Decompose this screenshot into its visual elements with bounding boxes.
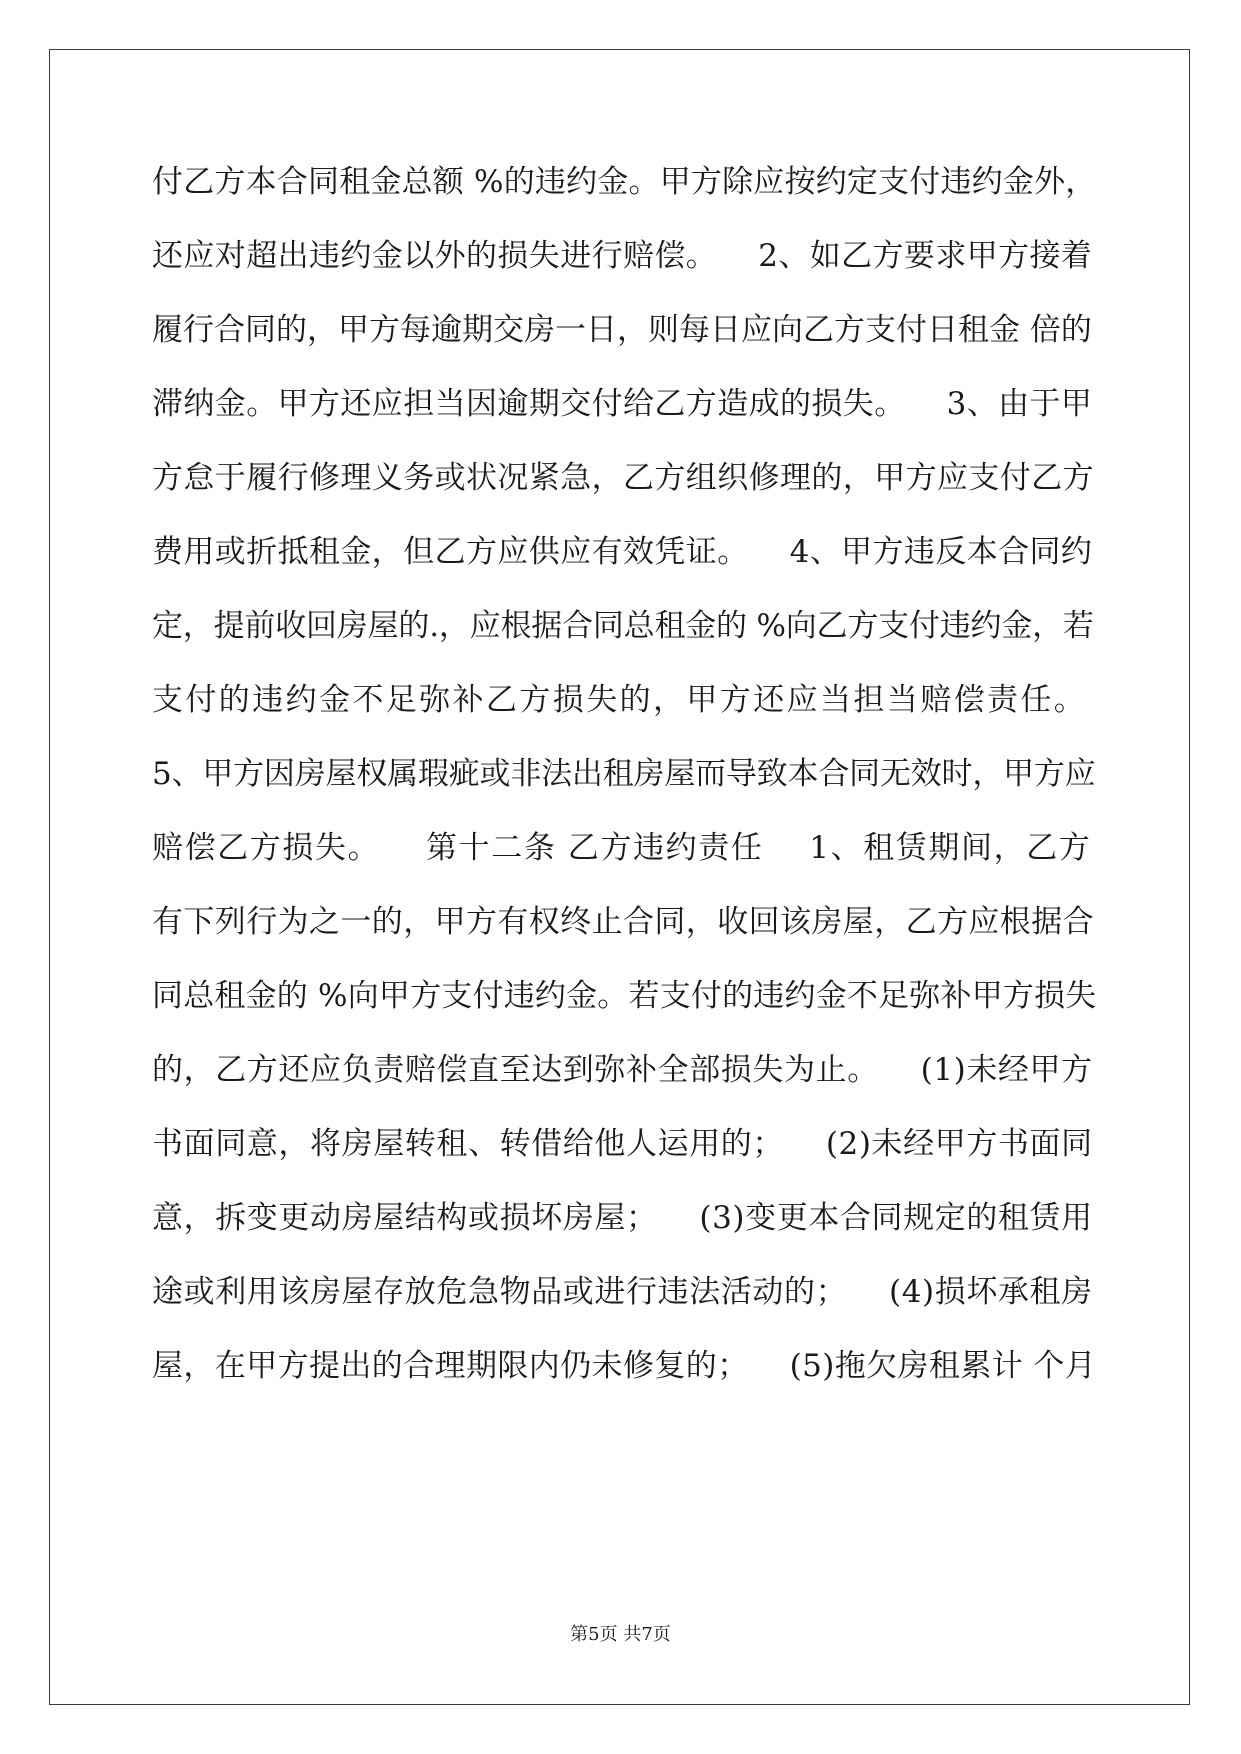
text-line: 履行合同的，甲方每逾期交房一日，则每日应向乙方支付日租金 倍的	[152, 312, 1092, 348]
text-line: 屋，在甲方提出的合理期限内仍未修复的； (5)拖欠房租累计 个月	[152, 1348, 1097, 1384]
text-line: 5、甲方因房屋权属瑕疵或非法出租房屋而导致本合同无效时，甲方应	[152, 756, 1096, 792]
text-line: 途或利用该房屋存放危急物品或进行违法活动的； (4)损坏承租房	[152, 1274, 1093, 1310]
text-line: 意，拆变更动房屋结构或损坏房屋； (3)变更本合同规定的租赁用	[152, 1200, 1093, 1236]
text-line: 书面同意，将房屋转租、转借给他人运用的； (2)未经甲方书面同	[152, 1126, 1093, 1162]
text-line: 赔偿乙方损失。 第十二条 乙方违约责任 1、租赁期间，乙方	[152, 830, 1092, 866]
text-line: 同总租金的 %向甲方支付违约金。若支付的违约金不足弥补甲方损失	[152, 978, 1097, 1014]
text-line: 方怠于履行修理义务或状况紧急，乙方组织修理的，甲方应支付乙方	[152, 460, 1094, 496]
text-line: 滞纳金。甲方还应担当因逾期交付给乙方造成的损失。 3、由于甲	[152, 386, 1093, 422]
text-line: 付乙方本合同租金总额 %的违约金。甲方除应按约定支付违约金外，	[152, 164, 1097, 200]
text-line: 还应对超出违约金以外的损失进行赔偿。 2、如乙方要求甲方接着	[152, 238, 1093, 274]
text-line: 的，乙方还应负责赔偿直至达到弥补全部损失为止。 (1)未经甲方	[152, 1052, 1093, 1088]
text-line: 支付的违约金不足弥补乙方损失的，甲方还应当担当赔偿责任。	[152, 682, 1088, 718]
text-line: 有下列行为之一的，甲方有权终止合同，收回该房屋，乙方应根据合	[152, 904, 1094, 940]
text-line: 费用或折抵租金，但乙方应供应有效凭证。 4、甲方违反本合同约	[152, 534, 1093, 570]
text-line: 定，提前收回房屋的.，应根据合同总租金的 %向乙方支付违约金，若	[152, 608, 1094, 644]
page-number-footer: 第5页 共7页	[570, 1624, 671, 1645]
page-border	[49, 49, 1190, 1705]
